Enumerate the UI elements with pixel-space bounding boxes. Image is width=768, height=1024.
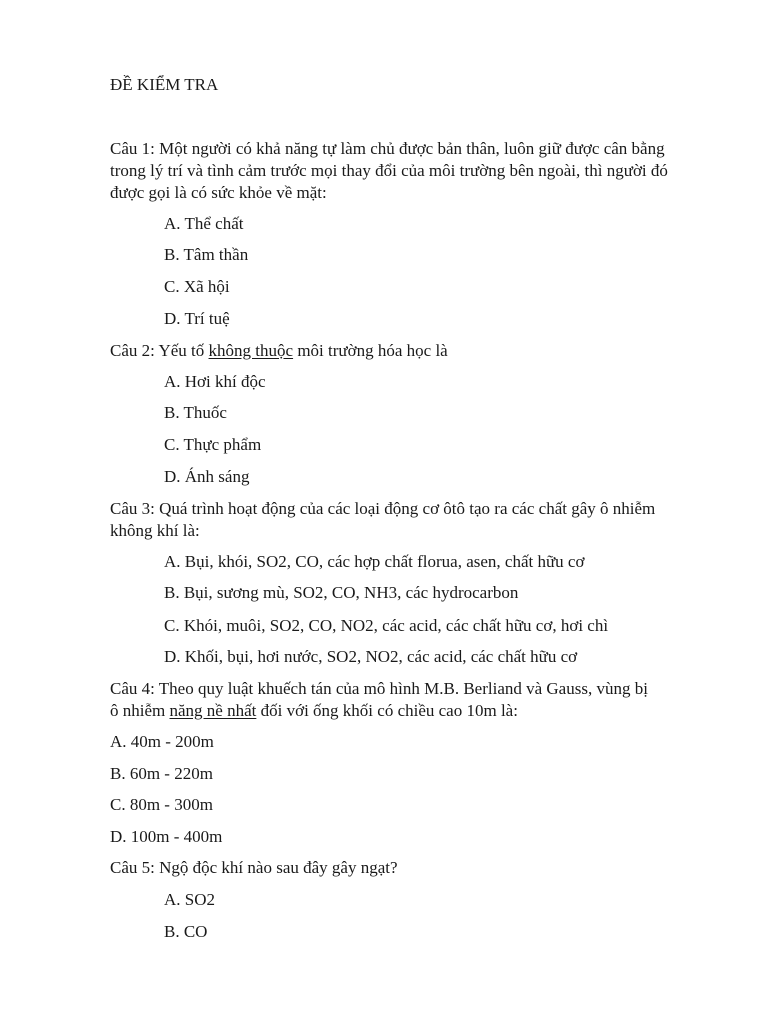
- question-1-text: Câu 1: Một người có khả năng tự làm chủ được bản thân, luôn giữ được cân bằng trong lý trí và tình cảm trước mọi thay đổi của môi trường bên ngoài, thì người đó được gọi là có sức khỏe về mặt:: [110, 139, 668, 202]
- question-4-option-c: C. 80m - 300m: [110, 795, 213, 814]
- question-2-underlined: không thuộc: [208, 341, 294, 360]
- question-4-option-a: A. 40m - 200m: [110, 732, 214, 751]
- question-3-option-b: B. Bụi, sương mù, SO2, CO, NH3, các hydrocarbon: [164, 583, 519, 602]
- question-5-text: Câu 5: Ngộ độc khí nào sau đây gây ngạt?: [110, 858, 398, 877]
- question-4-option-b: B. 60m - 220m: [110, 764, 213, 783]
- question-2-option-a: A. Hơi khí độc: [164, 372, 266, 391]
- question-4-suffix: đối với ống khối có chiều cao 10m là:: [256, 701, 518, 720]
- question-2-option-b: B. Thuốc: [164, 403, 227, 422]
- question-4-option-d: D. 100m - 400m: [110, 827, 223, 846]
- question-5-option-a: A. SO2: [164, 890, 216, 909]
- question-4-line-1: Câu 4: Theo quy luật khuếch tán của mô hình M.B. Berliand và Gauss, vùng bị: [110, 679, 648, 698]
- question-4-line-2: [110, 700, 518, 722]
- question-3-text: Câu 3: Quá trình hoạt động của các loại động cơ ôtô tạo ra các chất gây ô nhiễm không khí là:: [110, 499, 656, 540]
- question-2-suffix: môi trường hóa học là: [293, 341, 448, 360]
- question-2-text: [110, 340, 448, 362]
- question-5-option-b: B. CO: [164, 922, 208, 941]
- question-2-option-d: D. Ánh sáng: [164, 467, 250, 486]
- page-title: ĐỀ KIỂM TRA: [110, 75, 219, 94]
- question-2-prefix: Câu 2: Yếu tố: [110, 341, 209, 360]
- question-3-option-d: D. Khối, bụi, hơi nước, SO2, NO2, các acid, các chất hữu cơ: [164, 647, 578, 666]
- question-3-option-a: A. Bụi, khói, SO2, CO, các hợp chất florua, asen, chất hữu cơ: [164, 552, 585, 571]
- question-4-underlined: năng nề nhất: [169, 701, 257, 720]
- question-1-option-c: C. Xã hội: [164, 277, 230, 296]
- question-1-option-b: B. Tâm thần: [164, 245, 249, 264]
- question-3-option-c: C. Khói, muôi, SO2, CO, NO2, các acid, các chất hữu cơ, hơi chì: [164, 616, 609, 635]
- question-1-option-d: D. Trí tuệ: [164, 309, 230, 328]
- question-4-prefix: ô nhiễm: [110, 701, 170, 720]
- question-2-option-c: C. Thực phẩm: [164, 435, 262, 454]
- question-1-option-a: A. Thể chất: [164, 214, 244, 233]
